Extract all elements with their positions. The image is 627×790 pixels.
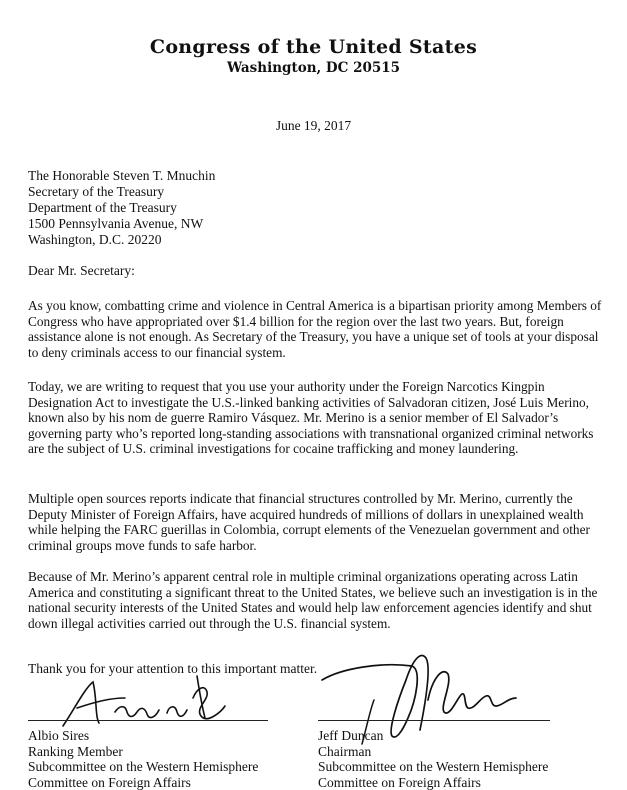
- signature-line-right: [318, 720, 550, 721]
- letter-date: June 19, 2017: [0, 118, 627, 134]
- letterhead-title: Congress of the United States: [0, 36, 627, 58]
- body-paragraph-2: Today, we are writing to request that you use your authority under the Foreign Narcotics Kingpin Designation Act to investigate the U.S.-linked banking activities of Salvadoran citizen, José Luis Merino, known also by his nom de guerre Ramiro Vásquez. Mr. Merino is a senior member of El Salvador’s governing party who’s reported long-standing associations with transnational organized criminal networks are the subject of U.S. criminal investigations for cocaine trafficking and money laundering.: [28, 379, 608, 457]
- signatory-left-committee: Committee on Foreign Affairs: [28, 775, 258, 790]
- signature-line-left: [28, 720, 268, 721]
- signature-albio-sires: [55, 668, 235, 733]
- signatory-right-committee: Committee on Foreign Affairs: [318, 775, 548, 790]
- body-paragraph-1: As you know, combatting crime and violence in Central America is a bipartisan priority among Members of Congress who have appropriated over $1.4 billion for the region over the last two years. But, foreign assistance alone is not enough. As Secretary of the Treasury, you have a unique set of tools at your disposal to deny criminals access to our financial system.: [28, 298, 608, 360]
- closing-line: Thank you for your attention to this important matter.: [28, 661, 317, 677]
- signatory-left: [28, 728, 258, 790]
- letterhead-subtitle: Washington, DC 20515: [0, 60, 627, 76]
- recipient-department: Department of the Treasury: [28, 200, 215, 216]
- signatory-left-title: Ranking Member: [28, 744, 258, 760]
- signatory-right: [318, 728, 548, 790]
- recipient-address: [28, 168, 215, 248]
- recipient-city: Washington, D.C. 20220: [28, 232, 215, 248]
- recipient-title: Secretary of the Treasury: [28, 184, 215, 200]
- signatory-right-subcommittee: Subcommittee on the Western Hemisphere: [318, 759, 548, 775]
- signatory-right-name: Jeff Duncan: [318, 728, 548, 744]
- recipient-name: The Honorable Steven T. Mnuchin: [28, 168, 215, 184]
- body-paragraph-3: Multiple open sources reports indicate that financial structures controlled by Mr. Merino, currently the Deputy Minister of Foreign Affairs, have acquired hundreds of millions of dollars in unexplained wealth while helping the FARC guerillas in Colombia, corrupt elements of the Venezuelan government and other criminal groups move funds to safe harbor.: [28, 491, 608, 553]
- signatory-right-title: Chairman: [318, 744, 548, 760]
- letterhead: [0, 36, 627, 76]
- salutation: Dear Mr. Secretary:: [28, 263, 135, 279]
- body-paragraph-4: Because of Mr. Merino’s apparent central role in multiple criminal organizations operating across Latin America and constituting a significant threat to the United States, we believe such an investigation is in the national security interests of the United States and would help law enforcement agencies identify and shut down illegal activities carried out through the U.S. financial system.: [28, 569, 608, 631]
- signatory-left-name: Albio Sires: [28, 728, 258, 744]
- signatory-left-subcommittee: Subcommittee on the Western Hemisphere: [28, 759, 258, 775]
- recipient-street: 1500 Pennsylvania Avenue, NW: [28, 216, 215, 232]
